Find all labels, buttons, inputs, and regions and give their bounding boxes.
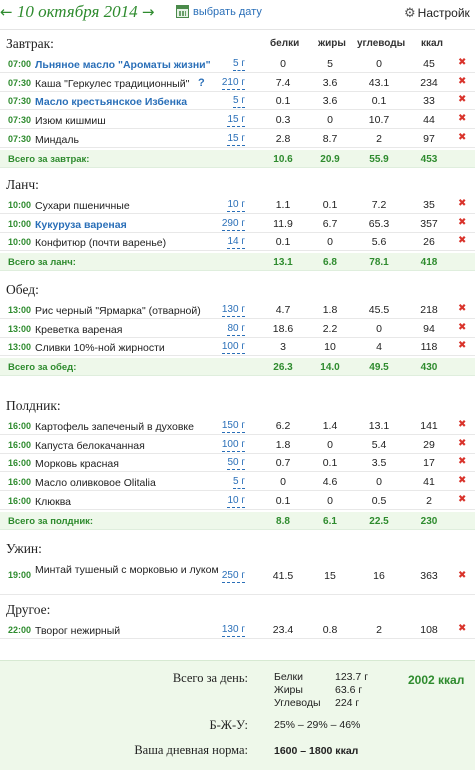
food-kcal: 118 bbox=[420, 341, 438, 354]
column-header-kcal: ккал bbox=[421, 38, 443, 49]
carbs-value: 224 г bbox=[335, 697, 360, 709]
meal-total-carbs: 49.5 bbox=[369, 362, 389, 374]
food-row bbox=[0, 320, 475, 338]
food-fat: 15 bbox=[324, 570, 336, 582]
delete-icon[interactable]: ✖ bbox=[458, 493, 467, 505]
meal-total-label: Всего за ланч: bbox=[8, 257, 76, 269]
food-protein: 1.8 bbox=[275, 438, 291, 451]
meal-total-protein: 13.1 bbox=[273, 257, 293, 269]
food-carbs: 3.5 bbox=[371, 457, 387, 470]
food-protein: 0 bbox=[280, 476, 286, 489]
food-row bbox=[0, 196, 475, 214]
food-fat: 0.1 bbox=[322, 457, 338, 470]
pick-date-label[interactable]: выбрать дату bbox=[193, 6, 262, 18]
settings-link[interactable] bbox=[404, 6, 470, 21]
food-protein: 0.1 bbox=[275, 95, 291, 108]
food-row bbox=[0, 130, 475, 148]
food-carbs: 5.4 bbox=[371, 438, 387, 451]
meal-total-row bbox=[0, 358, 475, 376]
food-time: 07:00 bbox=[8, 59, 32, 69]
food-row bbox=[0, 560, 475, 595]
food-kcal: 26 bbox=[423, 236, 435, 249]
meal-title: Завтрак: bbox=[6, 36, 54, 51]
delete-icon[interactable]: ✖ bbox=[458, 623, 467, 634]
food-name[interactable]: Масло крестьянское Избенка bbox=[35, 96, 188, 109]
food-quantity[interactable]: 5 г bbox=[233, 476, 245, 488]
food-quantity[interactable]: 100 г bbox=[221, 438, 245, 450]
food-time: 16:00 bbox=[8, 477, 32, 488]
meal-total-kcal: 230 bbox=[420, 515, 438, 527]
food-row bbox=[0, 436, 475, 454]
food-carbs: 65.3 bbox=[368, 217, 390, 230]
food-fat: 0 bbox=[327, 236, 333, 249]
food-time: 16:00 bbox=[8, 439, 32, 450]
meal-title: Обед: bbox=[6, 282, 39, 297]
delete-icon[interactable]: ✖ bbox=[458, 570, 467, 581]
food-carbs: 45.5 bbox=[368, 304, 390, 316]
meal-total-carbs: 22.5 bbox=[369, 515, 389, 527]
food-time: 22:00 bbox=[8, 625, 32, 635]
food-row bbox=[0, 473, 475, 491]
food-carbs: 0.5 bbox=[371, 494, 387, 507]
fat-value: 63.6 г bbox=[335, 684, 363, 696]
food-time: 13:00 bbox=[8, 342, 32, 353]
delete-icon[interactable]: ✖ bbox=[458, 456, 467, 468]
food-protein: 3 bbox=[280, 341, 286, 354]
food-quantity[interactable]: 80 г bbox=[227, 322, 245, 334]
pick-date-link[interactable] bbox=[176, 5, 262, 18]
food-name: Изюм кишмиш bbox=[35, 115, 106, 128]
food-time: 07:30 bbox=[8, 96, 32, 107]
food-protein: 0.3 bbox=[275, 114, 291, 127]
food-name: Сухари пшеничные bbox=[35, 200, 130, 212]
food-kcal: 97 bbox=[423, 132, 435, 145]
food-quantity[interactable]: 250 г bbox=[221, 570, 245, 581]
food-carbs: 2 bbox=[376, 132, 382, 145]
delete-icon[interactable]: ✖ bbox=[458, 340, 467, 352]
food-carbs: 7.2 bbox=[371, 199, 387, 211]
food-fat: 0.8 bbox=[322, 624, 338, 636]
food-protein: 0.7 bbox=[275, 457, 291, 470]
food-fat: 4.6 bbox=[322, 476, 338, 489]
delete-icon[interactable]: ✖ bbox=[458, 235, 467, 247]
food-carbs: 43.1 bbox=[368, 76, 390, 89]
food-kcal: 234 bbox=[420, 76, 438, 89]
food-time: 13:00 bbox=[8, 323, 32, 334]
food-protein: 41.5 bbox=[272, 570, 294, 582]
meal-total-label: Всего за полдник: bbox=[8, 515, 94, 527]
food-fat: 1.8 bbox=[322, 304, 338, 316]
food-quantity[interactable]: 10 г bbox=[227, 494, 245, 506]
food-row bbox=[0, 92, 475, 110]
food-name: Творог нежирный bbox=[35, 625, 121, 637]
fat-label: Жиры bbox=[274, 684, 303, 696]
food-fat: 6.7 bbox=[322, 217, 338, 230]
meal-total-label: Всего за завтрак: bbox=[8, 153, 90, 165]
food-fat: 0 bbox=[327, 114, 333, 127]
food-row bbox=[0, 301, 475, 319]
current-date: 10 октября 2014 bbox=[16, 2, 138, 21]
delete-icon[interactable]: ✖ bbox=[458, 94, 467, 106]
food-fat: 2.2 bbox=[322, 322, 338, 335]
delete-icon[interactable]: ✖ bbox=[458, 437, 467, 449]
food-name: Капуста белокачанная bbox=[35, 439, 145, 452]
food-quantity[interactable]: 100 г bbox=[221, 341, 245, 353]
food-time: 07:30 bbox=[8, 115, 32, 126]
food-protein: 11.9 bbox=[273, 217, 293, 230]
food-kcal: 44 bbox=[423, 114, 435, 127]
meal-total-row bbox=[0, 253, 475, 271]
top-bar bbox=[0, 0, 475, 30]
food-time: 10:00 bbox=[8, 237, 32, 248]
meal-title: Ланч: bbox=[6, 177, 39, 192]
bju-label: Б-Ж-У: bbox=[209, 718, 248, 732]
meal-total-fat: 6.1 bbox=[323, 515, 337, 527]
food-row bbox=[0, 215, 475, 233]
food-name: Креветка вареная bbox=[35, 323, 123, 336]
food-row bbox=[0, 417, 475, 435]
food-name: Минтай тушеный с морковью и луком bbox=[35, 564, 219, 576]
food-quantity[interactable]: 210 г bbox=[221, 76, 245, 88]
food-name: Сливки 10%-ной жирности bbox=[35, 342, 165, 355]
food-kcal: 45 bbox=[423, 58, 435, 70]
meal-total-row bbox=[0, 512, 475, 530]
food-protein: 18.6 bbox=[272, 322, 294, 335]
meal-total-label: Всего за обед: bbox=[8, 362, 77, 374]
food-quantity[interactable]: 150 г bbox=[221, 420, 245, 431]
food-carbs: 0.1 bbox=[371, 95, 387, 108]
food-protein: 0.1 bbox=[275, 494, 291, 507]
food-name: Клюква bbox=[35, 495, 72, 508]
next-day-arrow-icon[interactable]: → bbox=[141, 3, 155, 21]
settings-label[interactable]: Настройк bbox=[417, 6, 470, 20]
delete-icon[interactable]: ✖ bbox=[458, 198, 467, 209]
food-kcal: 357 bbox=[420, 217, 438, 230]
food-time: 16:00 bbox=[8, 458, 32, 469]
food-carbs: 13.1 bbox=[368, 420, 390, 432]
meal-title: Ужин: bbox=[6, 541, 42, 556]
food-kcal: 17 bbox=[423, 457, 435, 470]
delete-icon[interactable]: ✖ bbox=[458, 216, 467, 228]
food-kcal: 218 bbox=[420, 304, 438, 316]
help-icon[interactable]: ? bbox=[198, 76, 205, 89]
food-fat: 3.6 bbox=[322, 76, 338, 89]
food-carbs: 10.7 bbox=[368, 114, 390, 127]
delete-icon[interactable]: ✖ bbox=[458, 303, 467, 314]
food-fat: 3.6 bbox=[322, 95, 338, 108]
column-header-protein: белки bbox=[270, 38, 300, 49]
calendar-icon[interactable] bbox=[176, 5, 189, 18]
meal-total-fat: 14.0 bbox=[320, 362, 340, 374]
food-name: Конфитюр (почти варенье) bbox=[35, 237, 167, 250]
meal-total-kcal: 418 bbox=[420, 257, 438, 269]
food-quantity[interactable]: 15 г bbox=[227, 132, 245, 144]
food-fat: 1.4 bbox=[322, 420, 338, 432]
food-quantity[interactable]: 130 г bbox=[221, 304, 245, 315]
food-row bbox=[0, 111, 475, 129]
food-kcal: 94 bbox=[423, 322, 435, 335]
column-header-fat: жиры bbox=[318, 38, 346, 49]
food-time: 19:00 bbox=[8, 570, 32, 580]
food-time: 10:00 bbox=[8, 218, 32, 229]
delete-icon[interactable]: ✖ bbox=[458, 475, 467, 487]
food-kcal: 2 bbox=[426, 494, 432, 507]
column-header-carbs: углеводы bbox=[357, 38, 406, 49]
food-time: 07:30 bbox=[8, 133, 32, 144]
food-row bbox=[0, 55, 475, 73]
food-carbs: 0 bbox=[376, 476, 382, 489]
food-time: 07:30 bbox=[8, 77, 32, 88]
food-protein: 2.8 bbox=[275, 132, 291, 145]
food-kcal: 41 bbox=[423, 476, 435, 489]
daily-norm-value: 1600 – 1800 ккал bbox=[274, 745, 359, 757]
meal-total-carbs: 55.9 bbox=[369, 153, 389, 165]
food-fat: 10 bbox=[324, 341, 336, 354]
food-carbs: 0 bbox=[376, 58, 382, 70]
meal-title: Другое: bbox=[6, 602, 51, 617]
meal-total-fat: 6.8 bbox=[323, 257, 337, 269]
food-carbs: 4 bbox=[376, 341, 382, 354]
meal-total-protein: 10.6 bbox=[273, 153, 293, 165]
food-kcal: 35 bbox=[423, 199, 435, 211]
food-name: Каша "Геркулес традиционный" bbox=[35, 77, 190, 90]
food-quantity[interactable]: 15 г bbox=[227, 114, 245, 126]
gear-icon[interactable]: ⚙ bbox=[404, 6, 416, 21]
food-quantity[interactable]: 5 г bbox=[233, 58, 245, 69]
food-name: Морковь красная bbox=[35, 458, 119, 471]
food-kcal: 363 bbox=[420, 570, 438, 582]
food-carbs: 16 bbox=[373, 570, 385, 582]
day-total-label: Всего за день: bbox=[172, 671, 248, 685]
carbs-label: Углеводы bbox=[274, 697, 321, 709]
daily-norm-label: Ваша дневная норма: bbox=[134, 743, 248, 757]
meal-total-row bbox=[0, 150, 475, 168]
food-row bbox=[0, 621, 475, 639]
food-row bbox=[0, 74, 475, 92]
food-quantity[interactable]: 290 г bbox=[221, 217, 245, 229]
food-row bbox=[0, 492, 475, 510]
food-time: 13:00 bbox=[8, 305, 32, 315]
food-fat: 8.7 bbox=[322, 132, 338, 145]
food-quantity[interactable]: 50 г bbox=[227, 457, 245, 469]
food-kcal: 33 bbox=[423, 95, 435, 108]
day-summary bbox=[0, 660, 475, 770]
food-kcal: 29 bbox=[423, 438, 435, 451]
day-kcal-total: 2002 ккал bbox=[408, 673, 465, 687]
meal-total-fat: 20.9 bbox=[320, 153, 340, 165]
food-name: Масло оливковое Olitalia bbox=[35, 477, 156, 490]
food-protein: 0 bbox=[280, 58, 286, 70]
protein-label: Белки bbox=[274, 671, 303, 683]
food-name: Миндаль bbox=[35, 133, 79, 146]
food-fat: 5 bbox=[327, 58, 333, 70]
food-protein: 23.4 bbox=[272, 624, 294, 636]
food-quantity[interactable]: 10 г bbox=[227, 199, 245, 210]
food-name[interactable]: Кукуруза вареная bbox=[35, 218, 127, 231]
delete-icon[interactable]: ✖ bbox=[458, 113, 467, 125]
food-name[interactable]: Льняное масло "Ароматы жизни" bbox=[35, 59, 211, 71]
food-time: 10:00 bbox=[8, 200, 32, 210]
food-time: 16:00 bbox=[8, 495, 32, 506]
food-row bbox=[0, 338, 475, 356]
food-fat: 0.1 bbox=[322, 199, 338, 211]
date-navigation bbox=[0, 2, 155, 22]
food-carbs: 0 bbox=[376, 322, 382, 335]
delete-icon[interactable]: ✖ bbox=[458, 321, 467, 333]
meal-total-kcal: 453 bbox=[420, 153, 438, 165]
delete-icon[interactable]: ✖ bbox=[458, 57, 467, 68]
food-protein: 4.7 bbox=[275, 304, 291, 316]
delete-icon[interactable]: ✖ bbox=[458, 75, 467, 87]
food-time: 16:00 bbox=[8, 421, 32, 431]
food-kcal: 108 bbox=[420, 624, 438, 636]
meal-total-protein: 8.8 bbox=[276, 515, 290, 527]
food-protein: 1.1 bbox=[275, 199, 291, 211]
meal-title: Полдник: bbox=[6, 398, 61, 413]
food-quantity[interactable]: 5 г bbox=[233, 95, 245, 107]
food-protein: 7.4 bbox=[275, 76, 291, 89]
bju-value: 25% – 29% – 46% bbox=[274, 719, 361, 731]
food-protein: 6.2 bbox=[275, 420, 291, 432]
food-row bbox=[0, 233, 475, 251]
food-name: Рис черный "Ярмарка" (отварной) bbox=[35, 305, 201, 317]
prev-day-arrow-icon[interactable]: ← bbox=[0, 3, 13, 21]
food-fat: 0 bbox=[327, 438, 333, 451]
food-quantity[interactable]: 14 г bbox=[227, 236, 245, 248]
delete-icon[interactable]: ✖ bbox=[458, 419, 467, 430]
food-kcal: 141 bbox=[420, 420, 438, 432]
food-quantity[interactable]: 130 г bbox=[221, 624, 245, 635]
delete-icon[interactable]: ✖ bbox=[458, 131, 467, 143]
food-carbs: 5.6 bbox=[371, 236, 387, 249]
meal-total-kcal: 430 bbox=[420, 362, 438, 374]
food-fat: 0 bbox=[327, 494, 333, 507]
food-row bbox=[0, 454, 475, 472]
protein-value: 123.7 г bbox=[335, 671, 369, 683]
meal-total-carbs: 78.1 bbox=[369, 257, 389, 269]
food-carbs: 2 bbox=[376, 624, 382, 636]
food-name: Картофель запеченый в духовке bbox=[35, 421, 194, 433]
meal-total-protein: 26.3 bbox=[273, 362, 293, 374]
food-protein: 0.1 bbox=[275, 236, 291, 249]
